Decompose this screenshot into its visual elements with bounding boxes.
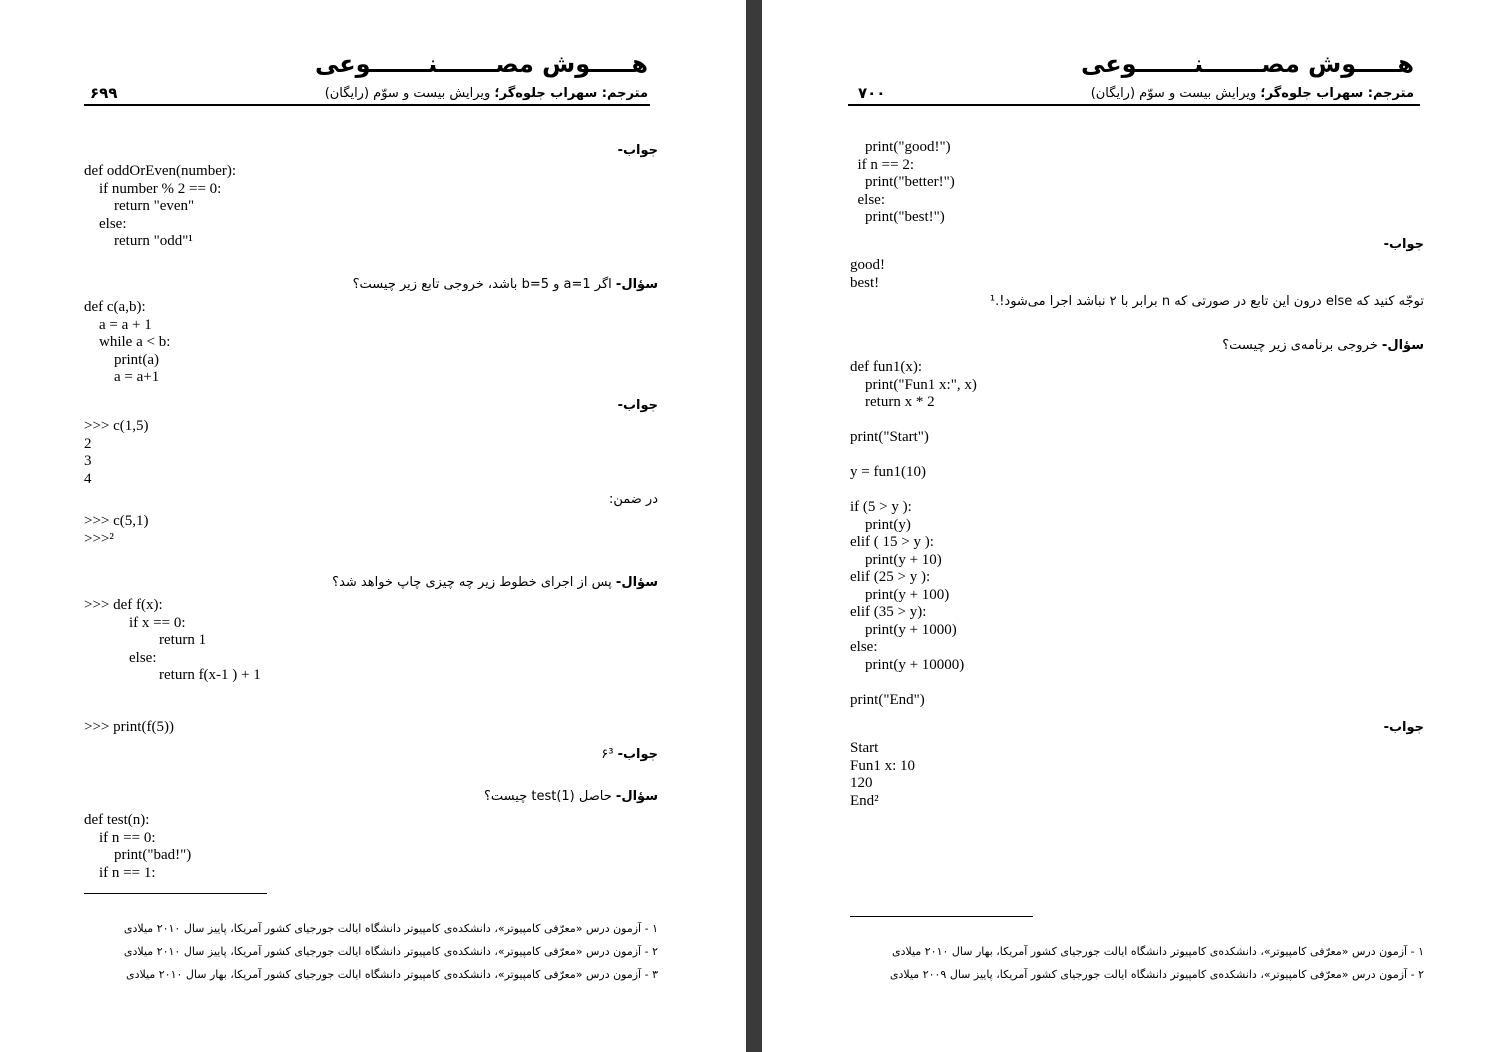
code-block-f: >>> def f(x): if x == 0: return 1 else: return f(x-1 ) + 1 [84,597,261,683]
translator-label: مترجم: سهراب جلوه‌گر؛ [1260,86,1414,101]
edition-text: ویرایش بیست و سوّم (رایگان) [1090,86,1257,101]
code-block-output: good! best! [850,257,885,291]
code-block-output: >>> c(1,5) 2 3 4 [84,418,149,487]
answer-label: جواب- [617,143,658,158]
answer-label: جواب- [1383,237,1424,252]
header-rule [84,104,650,106]
answer-label: جواب- [617,398,658,413]
code-block-odd-or-even: def oddOrEven(number): if number % 2 == 0: return "even" else: return "odd"¹ [84,163,237,249]
right-page [762,0,1512,1052]
footnote: ۱ - آزمون درس «معرّفی کامپیوتر»، دانشکده‌ی کامپیوتر دانشگاه ایالت جورجیای کشور آمریکا، بهار سال ۲۰۱۰ میلادی [891,945,1424,958]
footnote-rule [850,916,1033,917]
question: سؤال- حاصل test(1) چیست؟ [484,789,658,804]
edition-text: ویرایش بیست و سوّم (رایگان) [324,86,491,101]
book-title: هـــــوش مصـــــــنـــــــوعی [1080,50,1414,78]
code-block-test: def test(n): if n == 0: print("bad!") if n == 1: [84,812,192,881]
question: سؤال- اگر a=1 و b=5 باشد، خروجی تابع زیر چیست؟ [352,277,658,292]
code-block-c: def c(a,b): a = a + 1 while a < b: print(a) a = a+1 [84,299,171,385]
page-gutter [746,0,762,1052]
footnote: ۲ - آزمون درس «معرّفی کامپیوتر»، دانشکده‌ی کامپیوتر دانشگاه ایالت جورجیای کشور آمریکا، پاییز سال ۲۰۰۹ میلادی [889,968,1424,981]
page-number: ۶۹۹ [90,84,118,102]
book-title: هـــــوش مصـــــــنـــــــوعی [314,50,648,78]
answer-label: جواب- [1383,720,1424,735]
question: سؤال- پس از اجرای خطوط زیر چه چیزی چاپ خواهد شد؟ [332,575,658,590]
translator-line [1091,86,1414,101]
translator-label: مترجم: سهراب جلوه‌گر؛ [494,86,648,101]
code-block-test-cont: print("good!") if n == 2: print("better!") else: print("best!") [857,139,955,225]
note-text: توجّه کنید که else درون این تابع در صورتی که n برابر با ۲ نباشد اجرا می‌شود!.¹ [989,294,1424,309]
code-block-c51: >>> c(5,1) >>>² [84,513,149,547]
header-rule [848,104,1420,106]
page-number: ۷۰۰ [858,84,886,102]
answer-label: جواب- ۶³ [601,747,658,762]
left-page [0,0,746,1052]
footnote: ۳ - آزمون درس «معرّفی کامپیوتر»، دانشکده‌ی کامپیوتر دانشگاه ایالت جورجیای کشور آمریکا، بهار سال ۲۰۱۰ میلادی [125,968,658,981]
code-block-output: Start Fun1 x: 10 120 End² [850,740,916,809]
code-block-print: >>> print(f(5)) [84,719,174,735]
footnote-rule [84,893,267,894]
code-block-fun1: def fun1(x): print("Fun1 x:", x) return x * 2 print("Start") y = fun1(10) if (5 > y ): print(y) elif ( 15 > y ): print(y + 10) elif (25 > y ): print(y + 100) elif (35 > y): print(y + 1000) else: print(y + 10000) print("End") [850,359,977,708]
footnote: ۱ - آزمون درس «معرّفی کامپیوتر»، دانشکده‌ی کامپیوتر دانشگاه ایالت جورجیای کشور آمریکا، پاییز سال ۲۰۱۰ میلادی [123,922,658,935]
question: سؤال- خروجی برنامه‌ی زیر چیست؟ [1222,338,1424,353]
footnote: ۲ - آزمون درس «معرّفی کامپیوتر»، دانشکده‌ی کامپیوتر دانشگاه ایالت جورجیای کشور آمریکا، پاییز سال ۲۰۱۰ میلادی [123,945,658,958]
note-text: در ضمن: [608,492,658,507]
translator-line [325,86,648,101]
